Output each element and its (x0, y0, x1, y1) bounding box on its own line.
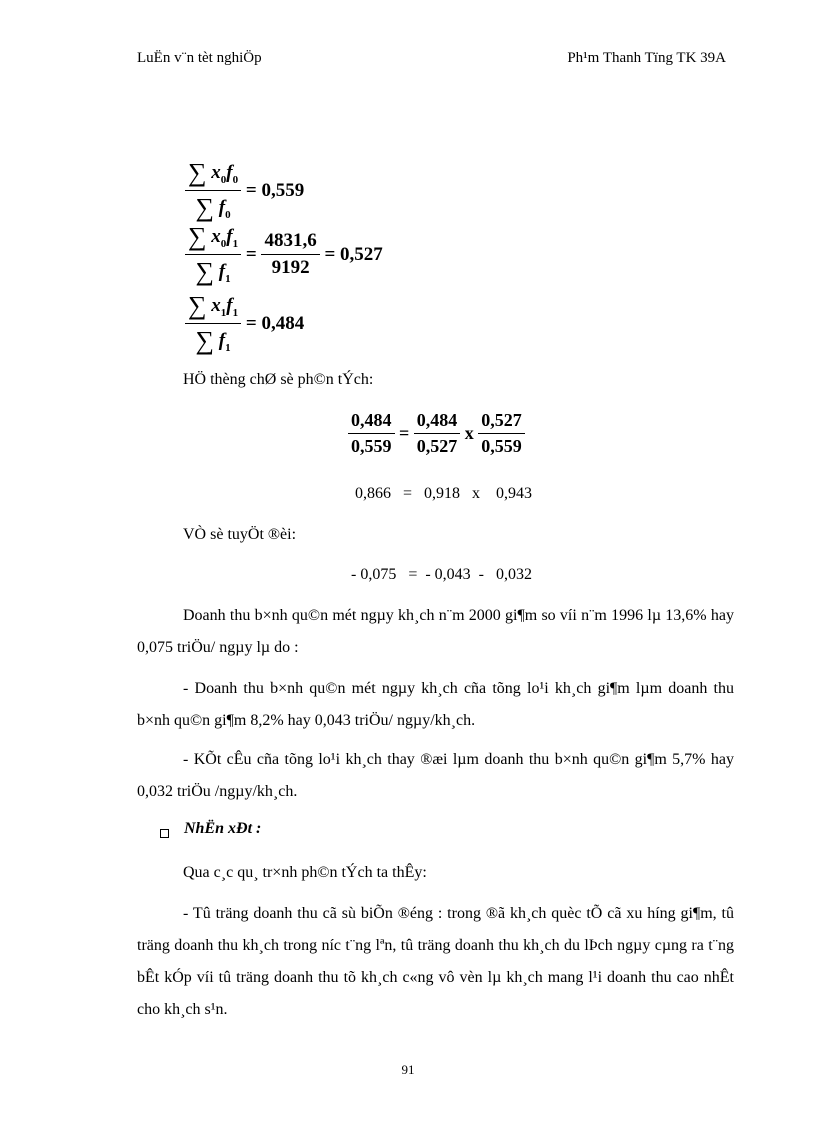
page-number: 91 (401, 1062, 415, 1077)
system-fraction-c: $\frac{0,527}{0,559}$ (478, 410, 525, 457)
formula-2-fraction: $\frac{\sum x_0f_1}{\sum f_1}$ (185, 222, 241, 287)
header-left: LuËn v¨n tèt nghiÖp (137, 50, 262, 66)
formula-1 (185, 158, 304, 223)
formula-1-result: = 0,559 (245, 179, 305, 201)
square-bullet-icon (160, 829, 169, 838)
formula-2: $\frac{\sum x_0f_1}{\sum f_1}$ = $\frac{4831,6}{9192}$ = 0,527 (185, 222, 383, 287)
paragraph-3: - KÕt cÊu cña tõng lo¹i kh¸ch thay ®æi lµm doanh thu b×nh qu©n gi¶m 5,7% hay 0,032 triÖu /ngµy/kh¸ch. (137, 751, 734, 800)
paragraph-4: Qua c¸c qu¸ tr×nh ph©n tÝch ta thÊy: (183, 864, 427, 881)
header-right: Ph¹m Thanh Tïng TK 39A (567, 50, 726, 66)
formula-3-result: = 0,484 (245, 312, 305, 334)
system-formula: $\frac{0,484}{0,559}$ = $\frac{0,484}{0,527}$ x $\frac{0,527}{0,559}$ (348, 410, 525, 457)
paragraph-2: - Doanh thu b×nh qu©n mét ngµy kh¸ch cña tõng lo¹i kh¸ch gi¶m lµm doanh thu b×nh qu©n gi¶m 8,2% hay 0,043 triÖu/ ngµy/kh¸ch. (137, 680, 734, 729)
paragraph-1: Doanh thu b×nh qu©n mét ngµy kh¸ch n¨m 2000 gi¶m so víi n¨m 1996 lµ 13,6% hay 0,075 triÖu/ ngµy lµ do : (137, 607, 734, 656)
formula-3-fraction: $\frac{\sum x_1f_1}{\sum f_1}$ (185, 291, 241, 356)
absolute-numbers-line: - 0,075 = - 0,043 - 0,032 (351, 566, 533, 583)
system-fraction-b: $\frac{0,484}{0,527}$ (414, 410, 461, 457)
absolute-label: VÒ sè tuyÖt ®èi: (183, 526, 297, 543)
bullet-heading: NhËn xÐt : (184, 820, 262, 837)
paragraph-5: - Tû träng doanh thu cã sù biÕn ®éng : trong ®ã kh¸ch quèc tÕ cã xu híng gi¶m, tû träng doanh thu kh¸ch trong níc t¨ng lªn, tû träng doanh thu kh¸ch du lÞch ngµy cµng ra t¨ng bÊt kÓp víi tû träng doanh thu tõ kh¸ch c«ng vô vèn lµ kh¸ch mang l¹i doanh thu cao nhÊt cho kh¸ch s¹n. (137, 905, 734, 1018)
formula-1-fraction: $\frac{\sum x_0f_0}{\sum f_0}$ (185, 158, 241, 223)
system-fraction-a: $\frac{0,484}{0,559}$ (348, 410, 395, 457)
formula-3 (185, 291, 304, 356)
formula-2-numerator: 4831,6 (261, 230, 319, 255)
system-label: HÖ thèng chØ sè ph©n tÝch: (183, 371, 374, 388)
formula-2-numeric-fraction (261, 230, 319, 279)
formula-2-result: = 0,527 (324, 243, 383, 265)
formula-2-denominator: 9192 (271, 257, 310, 278)
relative-numbers-line: 0,866 = 0,918 x 0,943 (355, 485, 533, 502)
